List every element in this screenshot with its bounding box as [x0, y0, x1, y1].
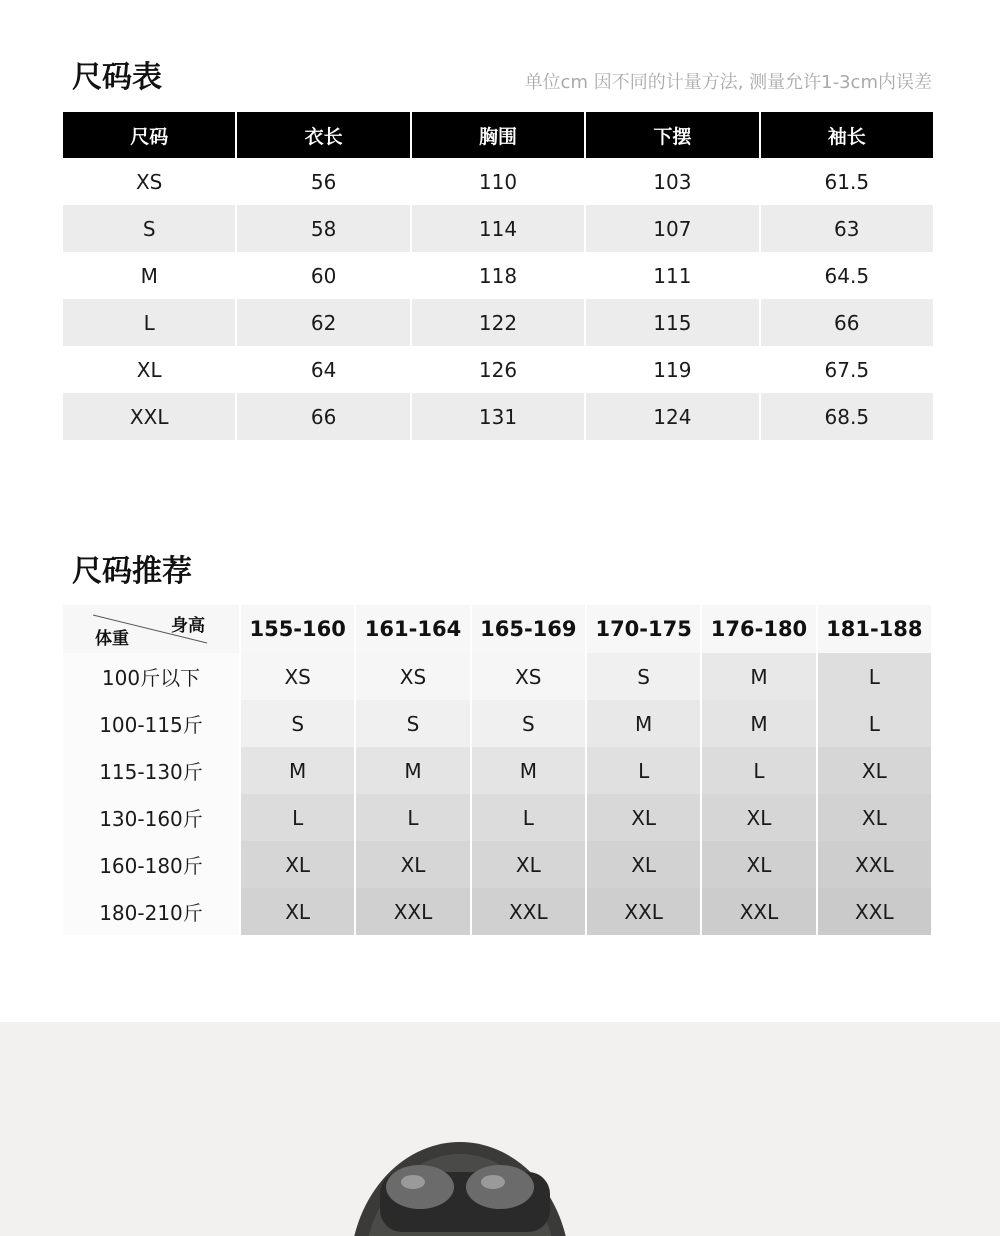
height-range-161-164: 161-164 [356, 605, 469, 653]
size-row-s [63, 205, 933, 252]
recommended-size: S [356, 700, 469, 747]
cell-size: M [63, 252, 235, 299]
cell-chest: 131 [412, 393, 584, 440]
size-row-m [63, 252, 933, 299]
weight-range: 100斤以下 [63, 653, 239, 700]
corner-header [63, 605, 239, 653]
recommended-size: XXL [702, 888, 815, 935]
height-range-181-188: 181-188 [818, 605, 931, 653]
cell-size: XL [63, 346, 235, 393]
height-range-165-169: 165-169 [472, 605, 585, 653]
header-sleeve: 袖长 [761, 112, 933, 158]
recommended-size: XL [356, 841, 469, 888]
recommended-size: M [472, 747, 585, 794]
recommended-size: XS [241, 653, 354, 700]
cell-chest: 126 [412, 346, 584, 393]
recommendation-title: 尺码推荐 [72, 554, 192, 589]
recommended-size: S [587, 653, 700, 700]
cell-length: 66 [237, 393, 409, 440]
cell-length: 58 [237, 205, 409, 252]
recommended-size: M [587, 700, 700, 747]
recommended-size: L [356, 794, 469, 841]
recommended-size: L [241, 794, 354, 841]
recommended-size: XL [587, 794, 700, 841]
recommended-size: XXL [818, 888, 931, 935]
cell-length: 56 [237, 158, 409, 205]
recommended-size: L [818, 700, 931, 747]
cell-chest: 118 [412, 252, 584, 299]
weight-range: 115-130斤 [63, 747, 239, 794]
header-size: 尺码 [63, 112, 235, 158]
cell-chest: 114 [412, 205, 584, 252]
size-row-xxl [63, 393, 933, 440]
cell-length: 64 [237, 346, 409, 393]
recommended-size: XL [241, 888, 354, 935]
weight-row [63, 841, 931, 888]
header-length: 衣长 [237, 112, 409, 158]
weight-row [63, 888, 931, 935]
recommendation-header-row [63, 605, 931, 653]
cell-chest: 122 [412, 299, 584, 346]
weight-row [63, 700, 931, 747]
model-with-goggles-image [0, 1022, 1000, 1236]
recommended-size: XL [702, 841, 815, 888]
recommended-size: L [818, 653, 931, 700]
cell-size: XS [63, 158, 235, 205]
recommended-size: L [587, 747, 700, 794]
recommended-size: L [702, 747, 815, 794]
recommended-size: M [702, 700, 815, 747]
size-row-xl [63, 346, 933, 393]
recommended-size: M [241, 747, 354, 794]
weight-row [63, 747, 931, 794]
recommended-size: XL [241, 841, 354, 888]
recommended-size: XXL [472, 888, 585, 935]
recommended-size: M [356, 747, 469, 794]
cell-hem: 107 [586, 205, 758, 252]
measurement-note: 单位cm 因不同的计量方法, 测量允许1-3cm内误差 [524, 72, 932, 93]
header-hem: 下摆 [586, 112, 758, 158]
cell-sleeve: 64.5 [761, 252, 933, 299]
cell-length: 62 [237, 299, 409, 346]
recommended-size: S [241, 700, 354, 747]
cell-hem: 103 [586, 158, 758, 205]
recommended-size: XS [356, 653, 469, 700]
height-range-176-180: 176-180 [702, 605, 815, 653]
cell-sleeve: 63 [761, 205, 933, 252]
weight-range: 180-210斤 [63, 888, 239, 935]
cell-chest: 110 [412, 158, 584, 205]
size-chart-title: 尺码表 [72, 60, 162, 95]
cell-sleeve: 66 [761, 299, 933, 346]
recommended-size: XS [472, 653, 585, 700]
height-range-170-175: 170-175 [587, 605, 700, 653]
cell-hem: 111 [586, 252, 758, 299]
cell-hem: 124 [586, 393, 758, 440]
size-recommendation-table [61, 605, 933, 935]
recommended-size: S [472, 700, 585, 747]
recommended-size: L [472, 794, 585, 841]
size-chart-header-row [63, 112, 933, 158]
cell-hem: 115 [586, 299, 758, 346]
weight-row [63, 794, 931, 841]
cell-sleeve: 68.5 [761, 393, 933, 440]
recommended-size: XL [702, 794, 815, 841]
recommended-size: XXL [818, 841, 931, 888]
recommended-size: XL [587, 841, 700, 888]
diagonal-divider [63, 605, 239, 653]
weight-range: 100-115斤 [63, 700, 239, 747]
recommended-size: XL [818, 747, 931, 794]
product-photo [0, 1022, 1000, 1236]
size-row-l [63, 299, 933, 346]
weight-axis-label: 体重 [95, 629, 129, 649]
weight-range: 130-160斤 [63, 794, 239, 841]
recommended-size: XL [818, 794, 931, 841]
recommended-size: XXL [356, 888, 469, 935]
cell-hem: 119 [586, 346, 758, 393]
weight-row [63, 653, 931, 700]
height-axis-label: 身高 [171, 616, 205, 636]
cell-size: XXL [63, 393, 235, 440]
height-range-155-160: 155-160 [241, 605, 354, 653]
size-row-xs [63, 158, 933, 205]
cell-sleeve: 67.5 [761, 346, 933, 393]
size-chart-table [61, 112, 935, 440]
recommended-size: XXL [587, 888, 700, 935]
cell-sleeve: 61.5 [761, 158, 933, 205]
cell-length: 60 [237, 252, 409, 299]
cell-size: S [63, 205, 235, 252]
weight-range: 160-180斤 [63, 841, 239, 888]
recommended-size: XL [472, 841, 585, 888]
cell-size: L [63, 299, 235, 346]
header-chest: 胸围 [412, 112, 584, 158]
recommended-size: M [702, 653, 815, 700]
